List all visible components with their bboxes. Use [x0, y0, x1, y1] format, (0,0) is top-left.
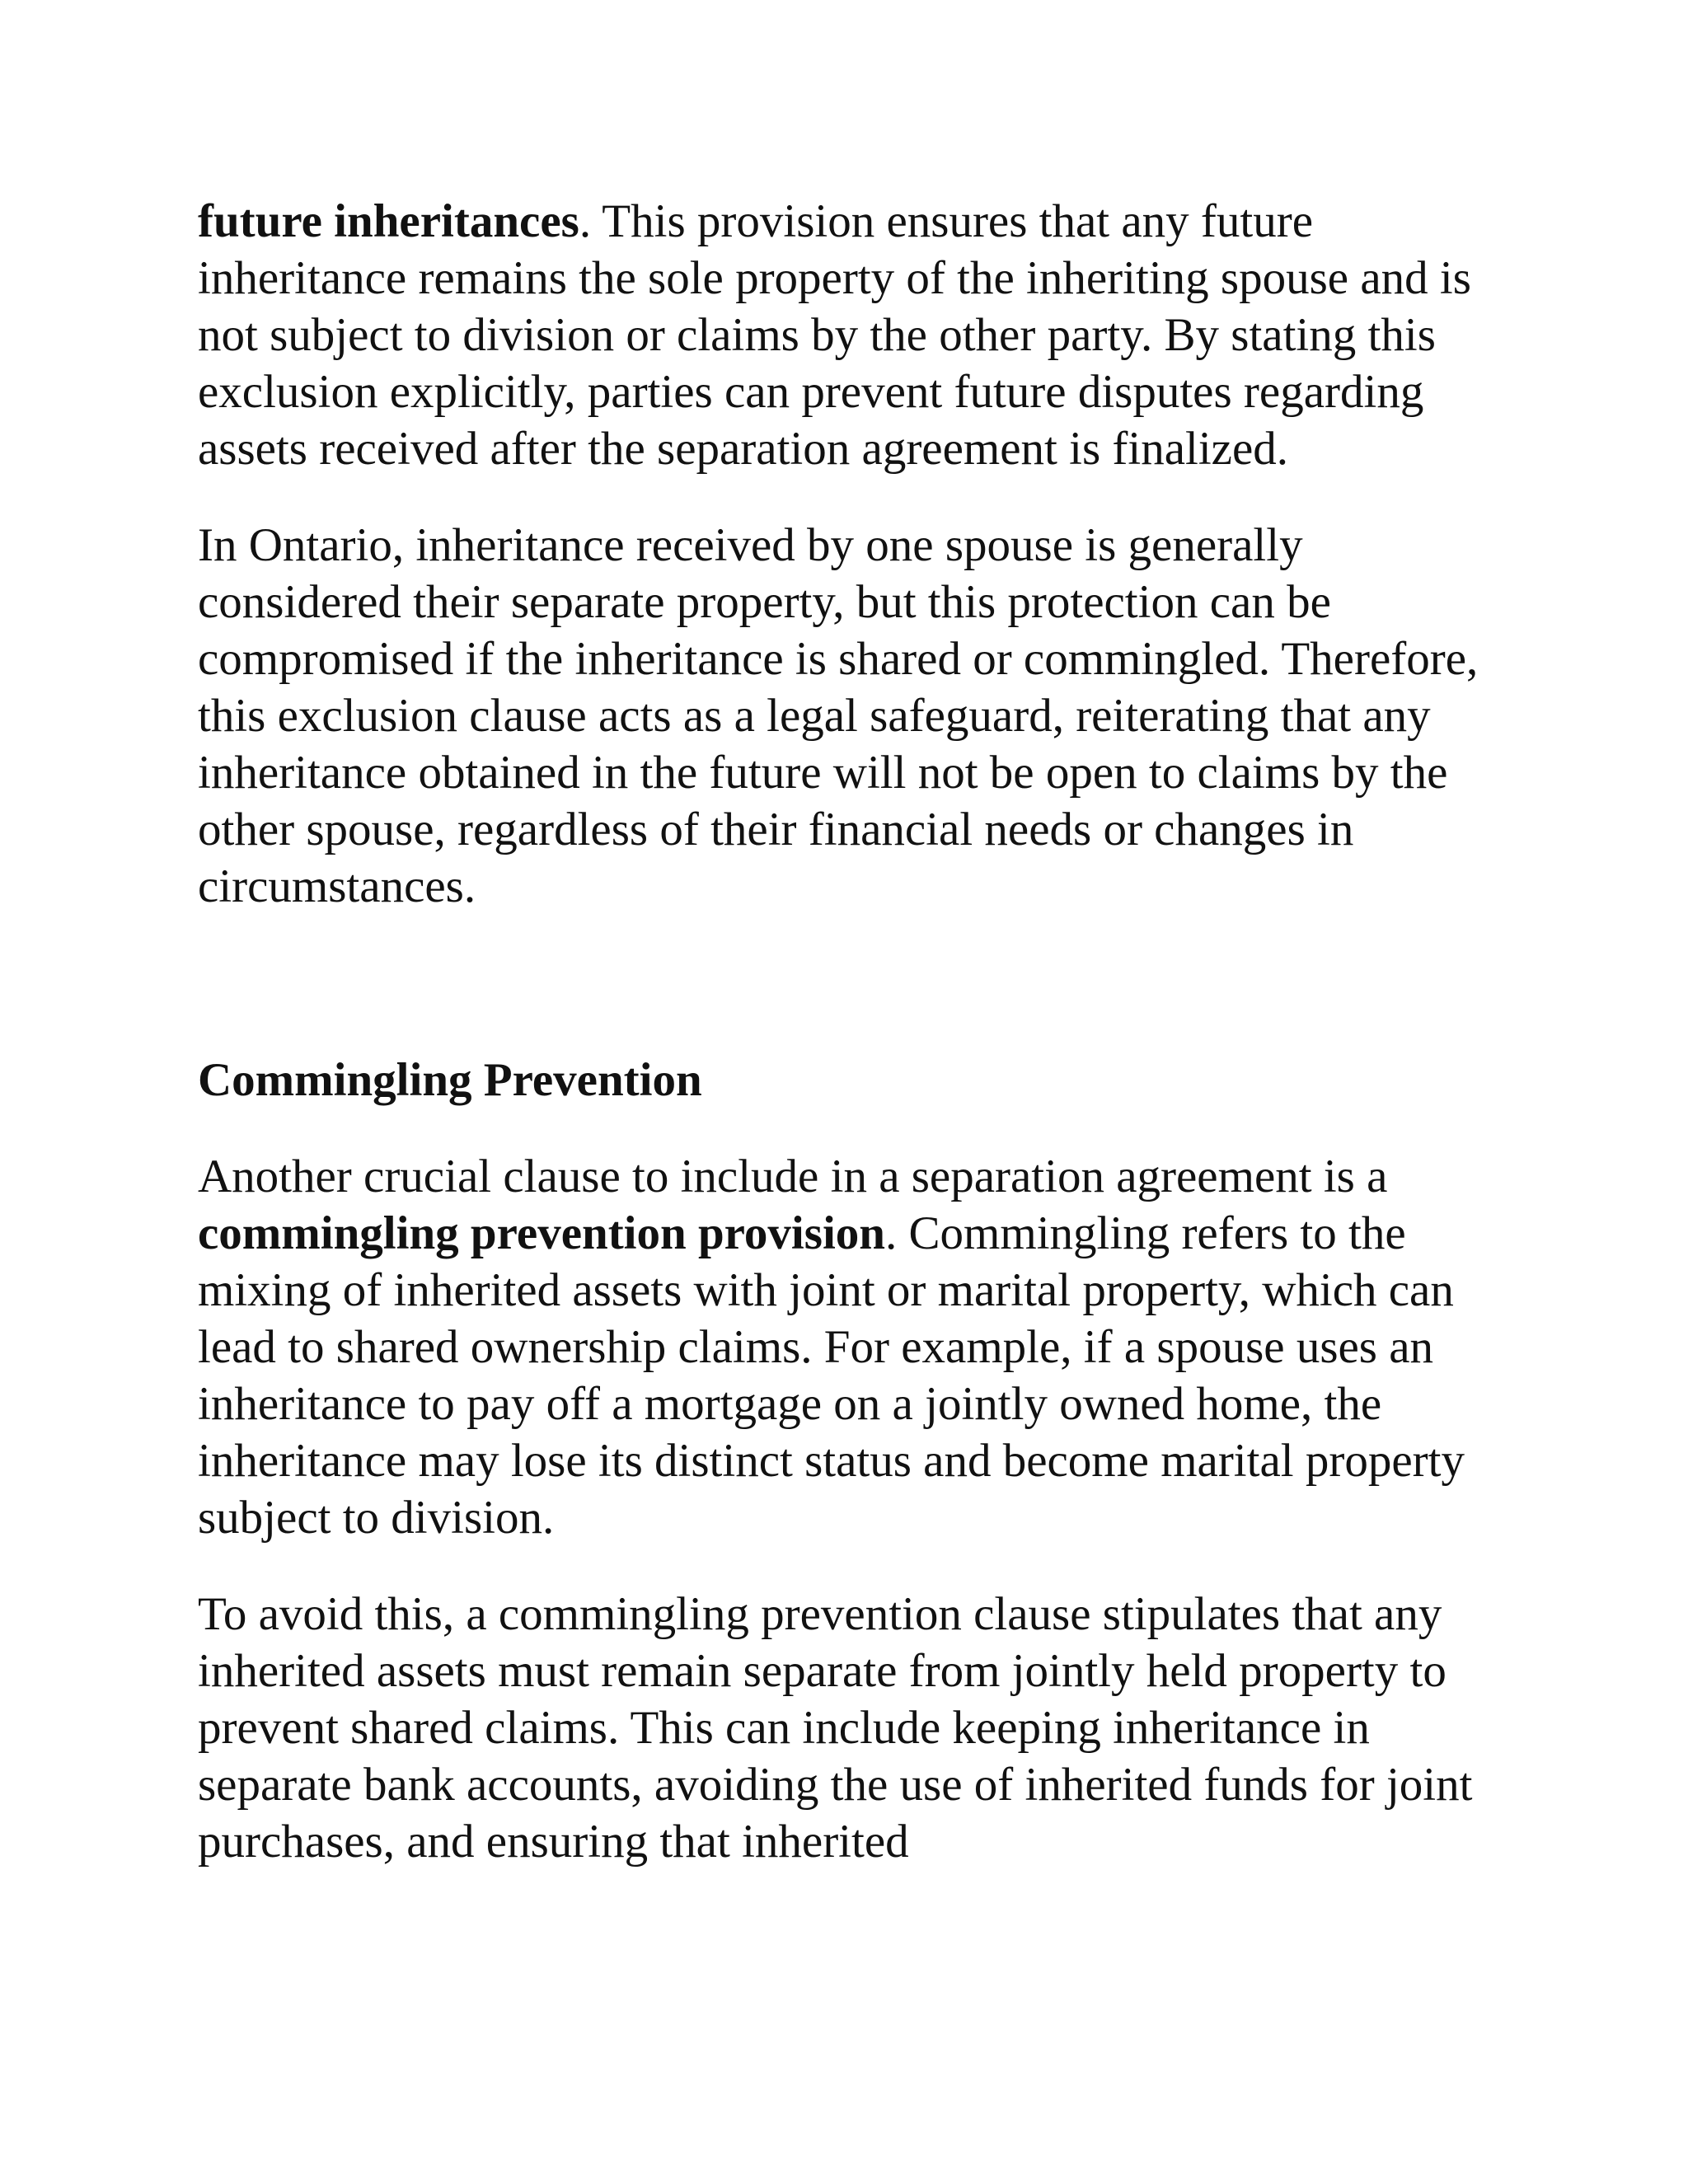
- paragraph-spacer: [198, 1546, 1500, 1586]
- paragraph-future-inheritances: [198, 193, 1500, 477]
- paragraph-avoid-this: To avoid this, a commingling prevention clause stipulates that any inherited assets must remain separate from jointly held property to prevent shared claims. This can include keeping inheritance in separate bank accounts, avoiding the use of inherited funds for joint purchases, and ensuring that inherited: [198, 1588, 1473, 1868]
- paragraph-text: . This provision ensures that any future inheritance remains the sole property of the inheriting spouse and is not subject to division or claims by the other party. By stating this exclusion explicitly, parties can prevent future disputes regarding assets received after the separation agreement is finalized.: [198, 195, 1471, 475]
- paragraph-spacer: [198, 1108, 1500, 1148]
- paragraph-ontario: In Ontario, inheritance received by one spouse is generally considered their separate property, but this protection can be compromised if the inheritance is shared or commingled. Therefore, this exclusion clause acts as a legal safeguard, reiterating that any inheritance obtained in the future will not be open to claims by the other spouse, regardless of their financial needs or changes in circumstances.: [198, 519, 1479, 912]
- bold-term-commingling-prevention: commingling prevention provision: [198, 1207, 885, 1259]
- paragraph-text: . Commingling refers to the mixing of inherited assets with joint or marital property, which can lead to shared ownership claims. For example, if a spouse uses an inheritance to pay off a mortgage on a jointly owned home, the inheritance may lose its distinct status and become marital property subject to division.: [198, 1207, 1465, 1544]
- paragraph-spacer: [198, 477, 1500, 517]
- paragraph-commingling: [198, 1148, 1500, 1546]
- section-heading: Commingling Prevention: [198, 1054, 702, 1106]
- document-body: [198, 193, 1500, 1870]
- bold-term-future-inheritances: future inheritances: [198, 195, 579, 247]
- paragraph-text: Another crucial clause to include in a separation agreement is a: [198, 1151, 1388, 1202]
- section-spacer: [198, 915, 1500, 1052]
